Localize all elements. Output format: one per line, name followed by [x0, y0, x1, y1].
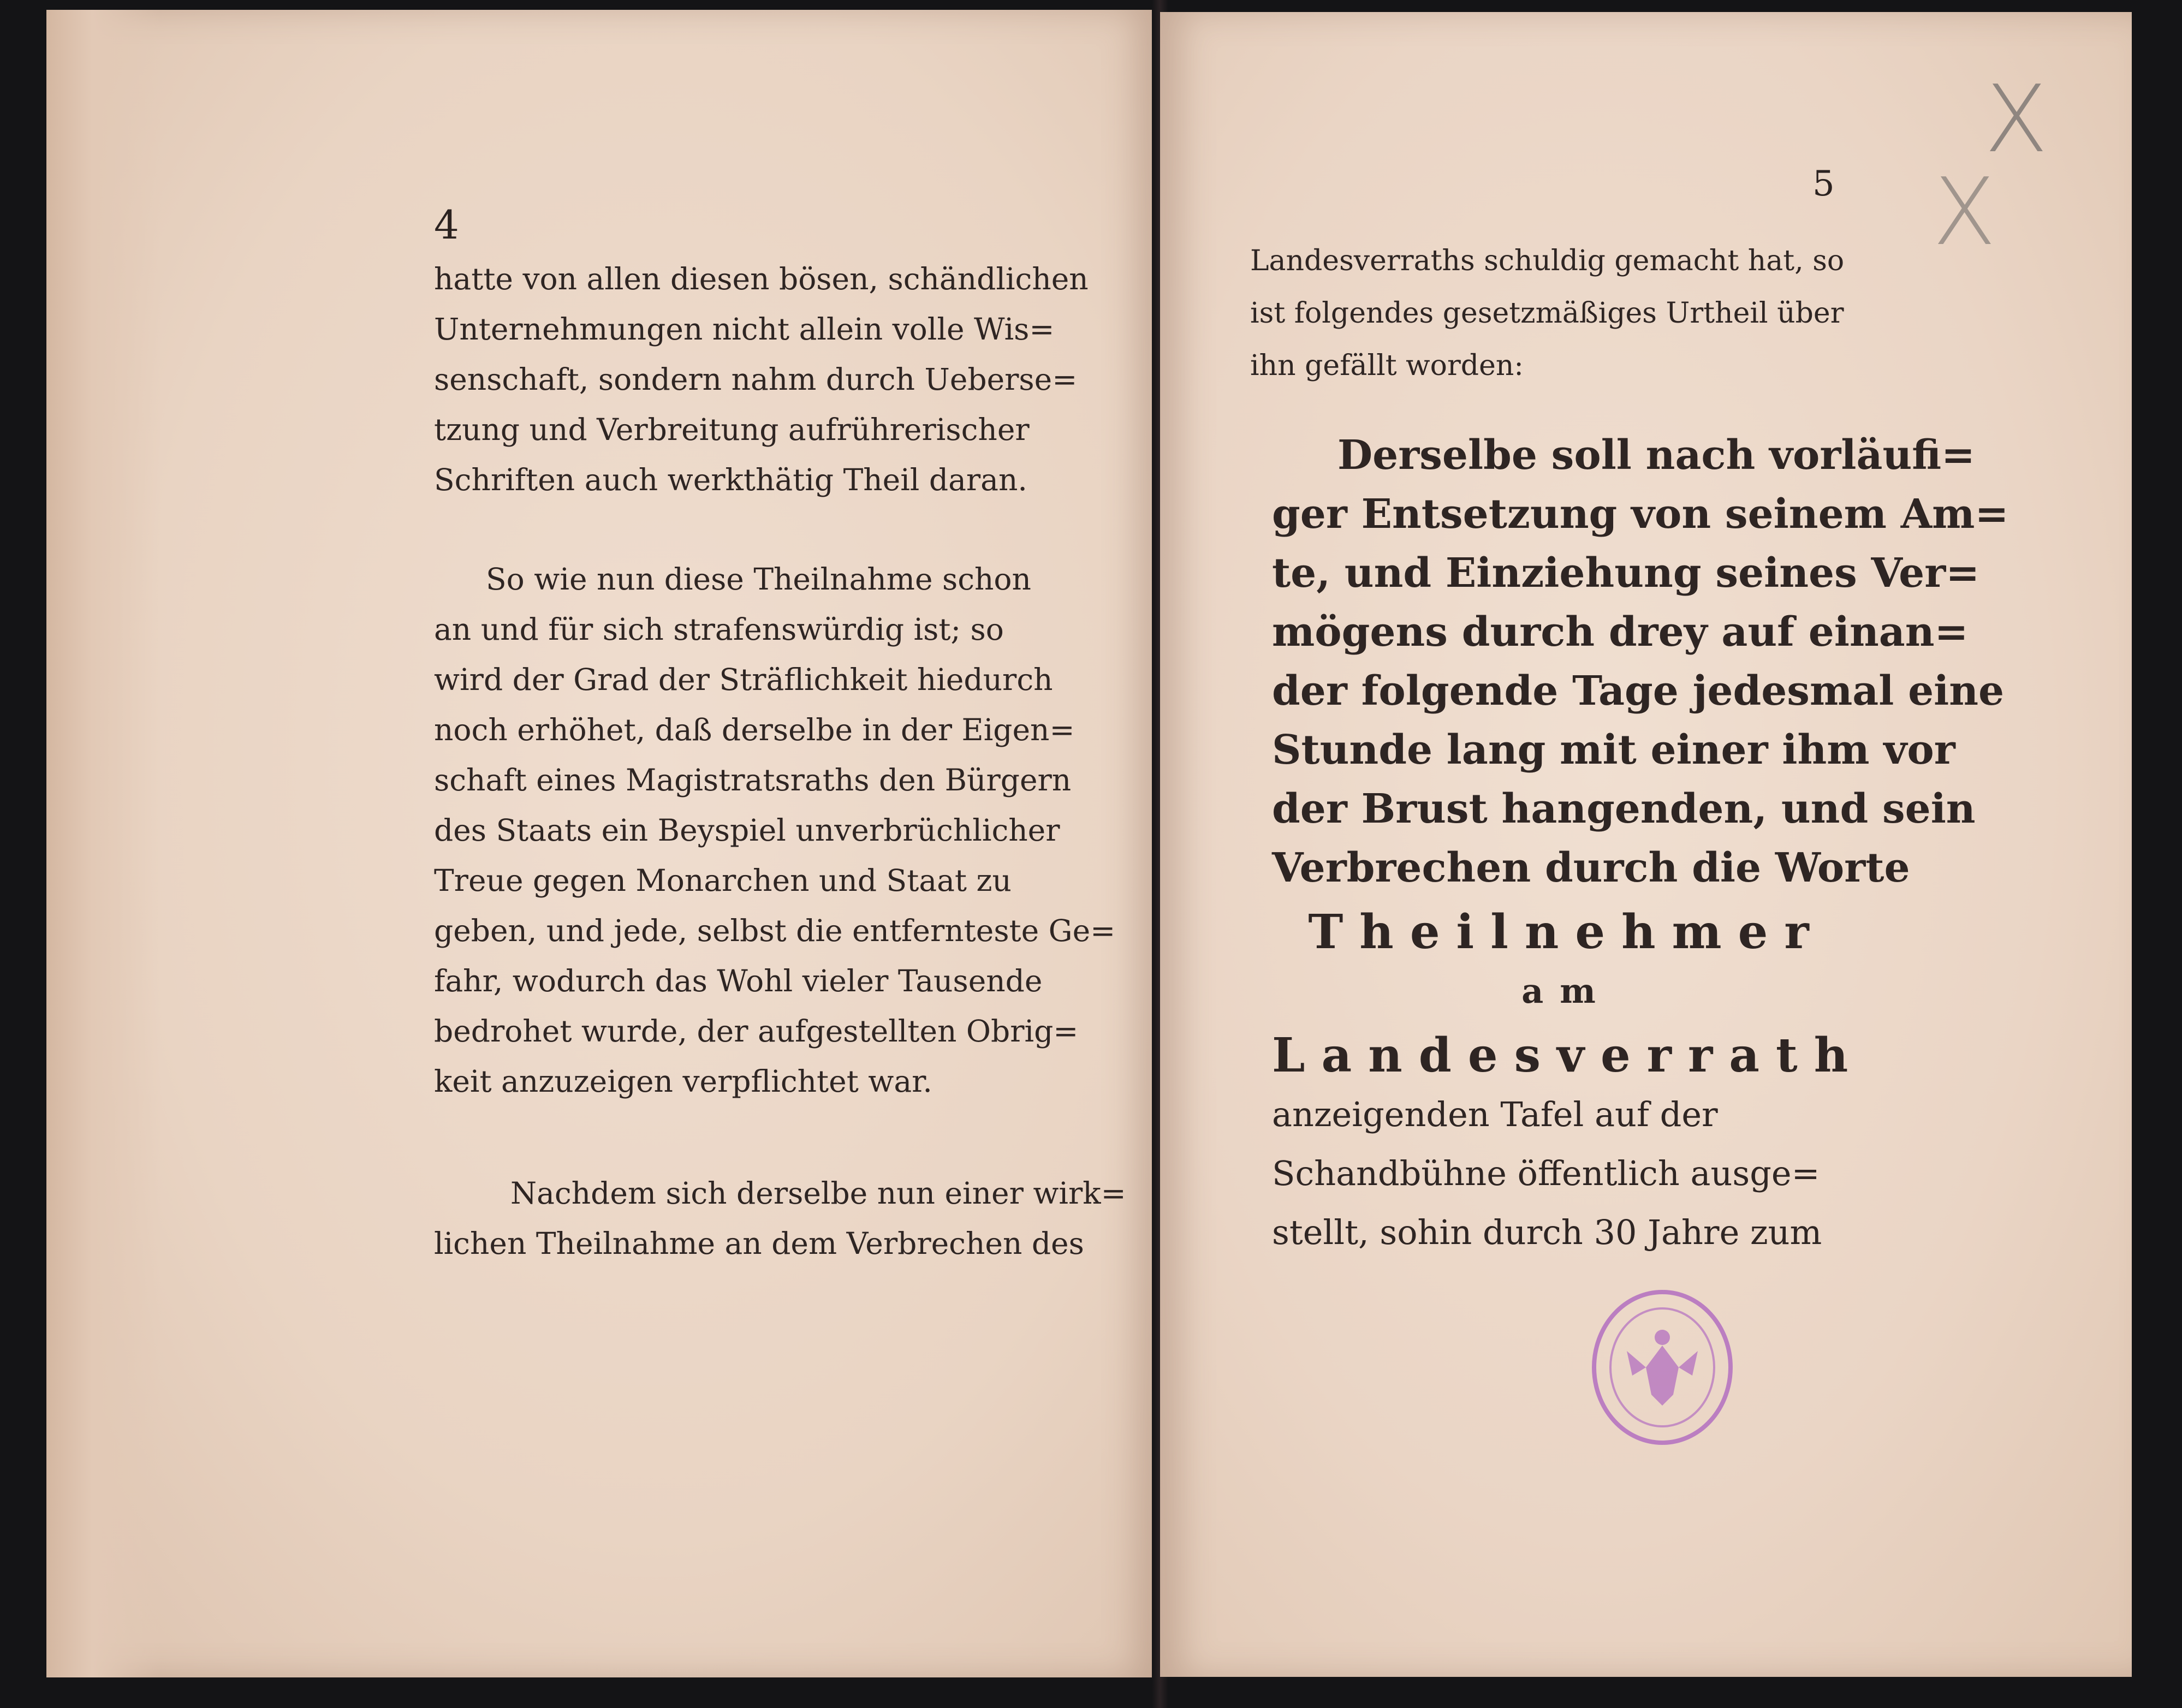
center-word-landesverrath: Landesverrath [1272, 1028, 1865, 1083]
text-line: So wie nun diese Theilnahme schon [486, 562, 1031, 597]
left-paragraph-1 [434, 254, 1089, 505]
text-line: schaft eines Magistratsraths den Bürgern [434, 763, 1072, 798]
left-page-number: 4 [434, 202, 459, 248]
text-line: des Staats ein Beyspiel unverbrüchlicher [434, 813, 1060, 848]
verdict-text [1272, 426, 2009, 1262]
pencil-mark-x: X [1933, 158, 1996, 266]
text-line: ist folgendes gesetzmäßiges Urtheil über [1250, 297, 1844, 330]
text-line: Stunde lang mit einer ihm vor [1272, 727, 1955, 773]
left-page-worn-edge [46, 10, 161, 1677]
left-paragraph-3 [434, 1168, 1126, 1269]
text-line: hatte von allen diesen bösen, schändlichen [434, 261, 1089, 296]
text-line: Landesverraths schuldig gemacht hat, so [1250, 245, 1845, 277]
text-line: Verbrechen durch die Worte [1272, 844, 1910, 891]
text-line: senschaft, sondern nahm durch Ueberse= [434, 362, 1078, 397]
text-line: ger Entsetzung von seinem Am= [1272, 491, 2009, 538]
text-line: lichen Theilnahme an dem Verbrechen des [434, 1226, 1084, 1261]
text-line: ihn gefällt worden: [1250, 349, 1524, 382]
text-line: Derselbe soll nach vorläufi= [1337, 432, 1976, 479]
text-line: tzung und Verbreitung aufrührerischer [434, 412, 1030, 447]
text-line: te, und Einziehung seines Ver= [1272, 550, 1980, 597]
text-line: der folgende Tage jedesmal eine [1272, 668, 2005, 715]
text-line: Treue gegen Monarchen und Staat zu [434, 863, 1012, 898]
center-word-am: am [1521, 971, 1612, 1011]
text-line: Schandbühne öffentlich ausge= [1272, 1153, 1820, 1193]
text-line: wird der Grad der Sträflichkeit hiedurch [434, 662, 1053, 697]
text-line: keit anzuzeigen verpflichtet war. [434, 1064, 932, 1099]
text-line: noch erhöhet, daß derselbe in der Eigen= [434, 712, 1075, 747]
right-intro [1250, 235, 1845, 392]
center-word-theilnehmer: Theilnehmer [1308, 904, 1826, 960]
text-line: fahr, wodurch das Wohl vieler Tausende [434, 963, 1043, 998]
text-line: Nachdem sich derselbe nun einer wirk= [510, 1176, 1126, 1211]
text-line: Unternehmungen nicht allein volle Wis= [434, 312, 1055, 347]
text-line: der Brust hangenden, und sein [1272, 785, 1976, 832]
pencil-mark-x: X [1984, 66, 2048, 174]
left-paragraph-2 [434, 554, 1116, 1106]
text-line: geben, und jede, selbst die entfernteste Ge= [434, 913, 1116, 948]
text-line: an und für sich strafenswürdig ist; so [434, 612, 1004, 647]
text-line: mögens durch drey auf einan= [1272, 609, 1969, 656]
text-line: Schriften auch werkthätig Theil daran. [434, 462, 1027, 497]
text-line: anzeigenden Tafel auf der [1272, 1094, 1718, 1134]
text-line: stellt, sohin durch 30 Jahre zum [1272, 1212, 1822, 1252]
library-stamp [1586, 1286, 1739, 1449]
right-page-number: 5 [1812, 164, 1835, 204]
text-line: bedrohet wurde, der aufgestellten Obrig= [434, 1014, 1079, 1049]
